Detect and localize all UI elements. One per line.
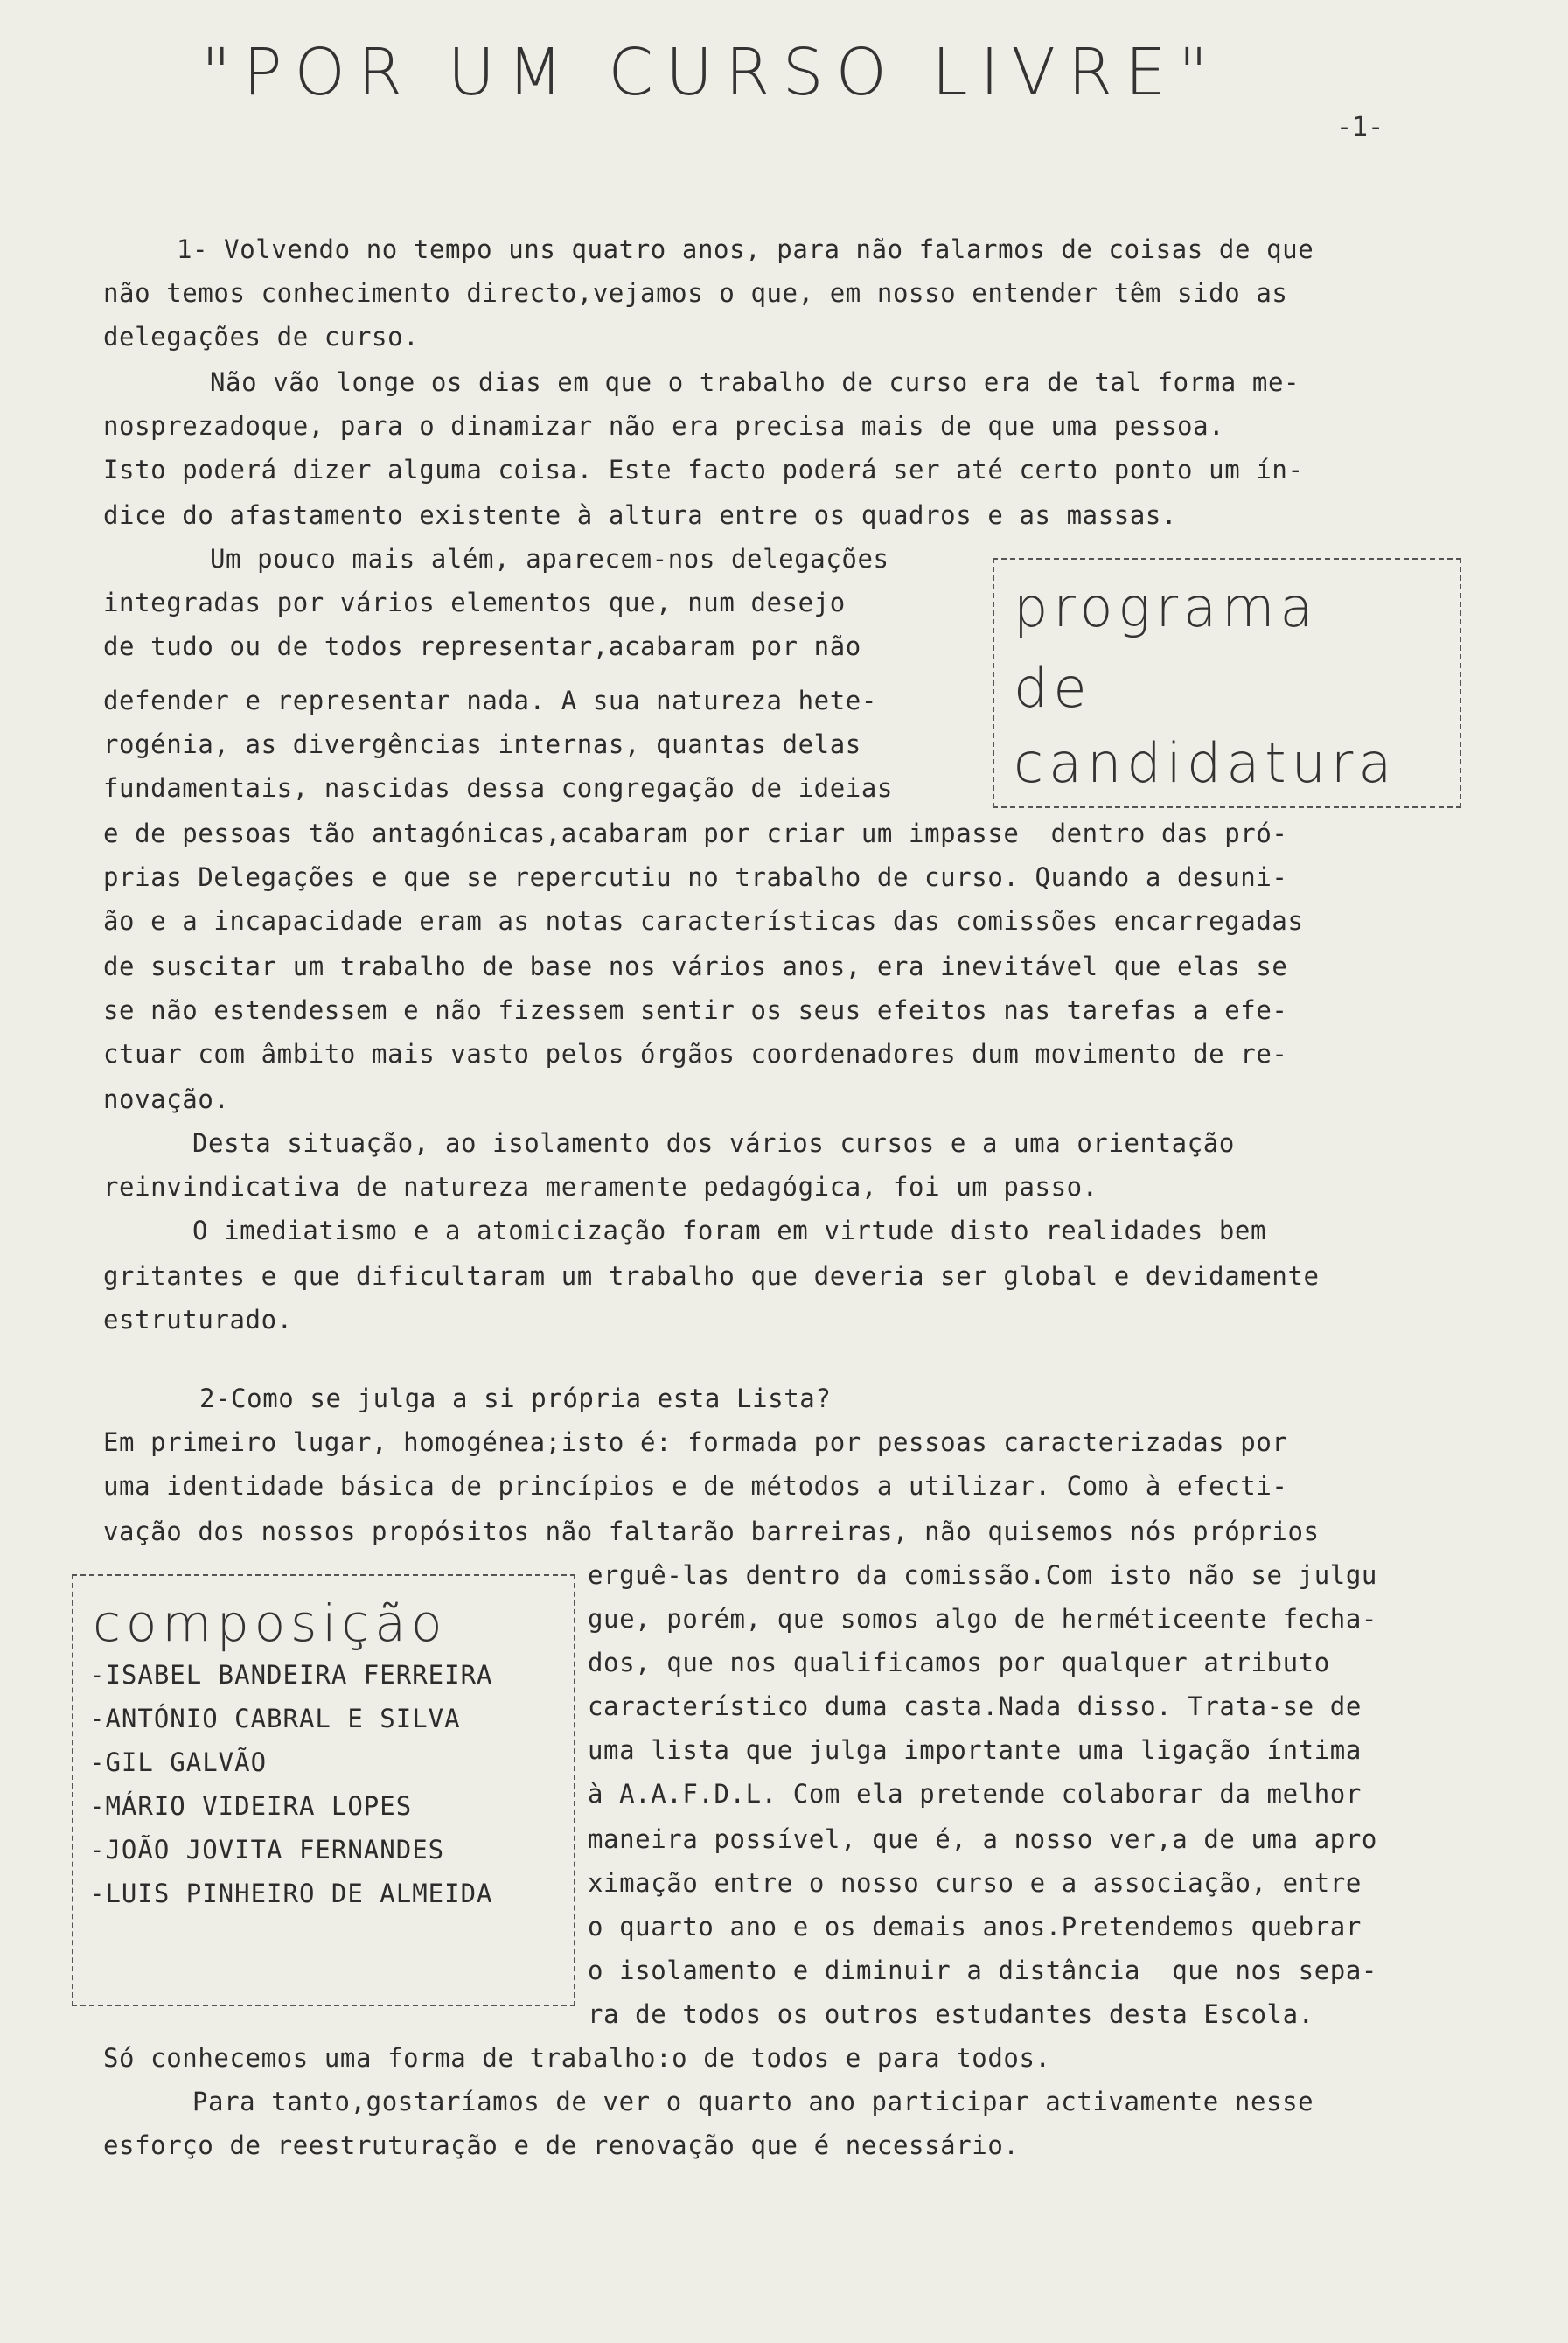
member-name: -LUIS PINHEIRO DE ALMEIDA bbox=[89, 1879, 493, 1908]
text-line: Para tanto,gostaríamos de ver o quarto ano participar activamente nesse bbox=[192, 2087, 1314, 2116]
text-line: defender e representar nada. A sua natureza hete- bbox=[103, 686, 877, 715]
text-line: e de pessoas tão antagónicas,acabaram por criar um impasse dentro das pró- bbox=[103, 819, 1288, 848]
member-name: -GIL GALVÃO bbox=[89, 1747, 268, 1777]
text-line: ão e a incapacidade eram as notas características das comissões encarregadas bbox=[103, 906, 1304, 936]
text-line: gritantes e que dificultaram um trabalho que deveria ser global e devidamente bbox=[103, 1261, 1320, 1291]
program-box bbox=[993, 558, 1461, 808]
text-line: Em primeiro lugar, homogénea;isto é: formada por pessoas caracterizadas por bbox=[103, 1427, 1288, 1457]
text-line: o quarto ano e os demais anos.Pretendemos quebrar bbox=[588, 1912, 1362, 1942]
text-line: Desta situação, ao isolamento dos vários cursos e a uma orientação bbox=[192, 1128, 1235, 1158]
text-line: integradas por vários elementos que, num desejo bbox=[103, 588, 846, 617]
document-title: "POR UM CURSO LIVRE" bbox=[201, 35, 1221, 110]
text-line: reinvindicativa de natureza meramente pedagógica, foi um passo. bbox=[103, 1172, 1098, 1202]
text-line: uma lista que julga importante uma ligação íntima bbox=[588, 1735, 1362, 1765]
text-line: o isolamento e diminuir a distância que nos sepa- bbox=[588, 1956, 1377, 1985]
program-box-line: de bbox=[1014, 656, 1092, 720]
text-line: delegações de curso. bbox=[103, 322, 420, 352]
text-line: se não estendessem e não fizessem sentir os seus efeitos nas tarefas a efe- bbox=[103, 995, 1288, 1025]
member-name: -JOÃO JOVITA FERNANDES bbox=[89, 1835, 445, 1865]
text-line: Isto poderá dizer alguma coisa. Este facto poderá ser até certo ponto um ín- bbox=[103, 455, 1304, 485]
text-line: erguê-las dentro da comissão.Com isto não se julgu bbox=[588, 1560, 1377, 1590]
text-line: nosprezadoque, para o dinamizar não era precisa mais de que uma pessoa. bbox=[103, 411, 1225, 441]
composition-heading: composição bbox=[93, 1593, 448, 1653]
text-line: 1- Volvendo no tempo uns quatro anos, para não falarmos de coisas de que bbox=[177, 234, 1314, 264]
text-line: de suscitar um trabalho de base nos vários anos, era inevitável que elas se bbox=[103, 952, 1288, 981]
text-line: maneira possível, que é, a nosso ver,a de uma apro bbox=[588, 1824, 1377, 1854]
member-name: -ISABEL BANDEIRA FERREIRA bbox=[89, 1660, 493, 1690]
text-line: não temos conhecimento directo,vejamos o que, em nosso entender têm sido as bbox=[103, 278, 1288, 308]
text-line: dice do afastamento existente à altura entre os quadros e as massas. bbox=[103, 500, 1178, 530]
text-line: O imediatismo e a atomicização foram em virtude disto realidades bem bbox=[192, 1216, 1267, 1245]
text-line: esforço de reestruturação e de renovação que é necessário. bbox=[103, 2130, 1020, 2160]
text-line: dos, que nos qualificamos por qualquer atributo bbox=[588, 1648, 1330, 1677]
text-line: Um pouco mais além, aparecem-nos delegações bbox=[210, 544, 889, 574]
text-line: de tudo ou de todos representar,acabaram por não bbox=[103, 631, 861, 661]
composition-box bbox=[72, 1574, 575, 2006]
program-box-line: programa bbox=[1014, 575, 1319, 639]
text-line: novação. bbox=[103, 1084, 230, 1114]
member-name: -ANTÓNIO CABRAL E SILVA bbox=[89, 1704, 461, 1733]
text-line: vação dos nossos propósitos não faltarão barreiras, não quisemos nós próprios bbox=[103, 1517, 1320, 1546]
text-line: rogénia, as divergências internas, quantas delas bbox=[103, 729, 861, 759]
text-line: prias Delegações e que se repercutiu no trabalho de curso. Quando a desuni- bbox=[103, 862, 1288, 892]
text-line: ximação entre o nosso curso e a associação, entre bbox=[588, 1868, 1362, 1898]
text-line: estruturado. bbox=[103, 1305, 293, 1335]
section-heading: 2-Como se julga a si própria esta Lista? bbox=[199, 1384, 832, 1413]
program-box-line: candidatura bbox=[1014, 731, 1397, 795]
text-line: gue, porém, que somos algo de herméticeente fecha- bbox=[588, 1604, 1377, 1634]
text-line: Não vão longe os dias em que o trabalho de curso era de tal forma me- bbox=[210, 367, 1300, 397]
text-line: característico duma casta.Nada disso. Trata-se de bbox=[588, 1691, 1362, 1721]
text-line: uma identidade básica de princípios e de métodos a utilizar. Como à efecti- bbox=[103, 1471, 1288, 1501]
text-line: ctuar com âmbito mais vasto pelos órgãos coordenadores dum movimento de re- bbox=[103, 1039, 1288, 1069]
member-name: -MÁRIO VIDEIRA LOPES bbox=[89, 1791, 413, 1821]
text-line: fundamentais, nascidas dessa congregação de ideias bbox=[103, 773, 893, 803]
text-line: ra de todos os outros estudantes desta Escola. bbox=[588, 1999, 1314, 2029]
page-number: -1- bbox=[1336, 112, 1384, 143]
text-line: Só conhecemos uma forma de trabalho:o de todos e para todos. bbox=[103, 2043, 1051, 2073]
text-line: à A.A.F.D.L. Com ela pretende colaborar da melhor bbox=[588, 1779, 1362, 1809]
